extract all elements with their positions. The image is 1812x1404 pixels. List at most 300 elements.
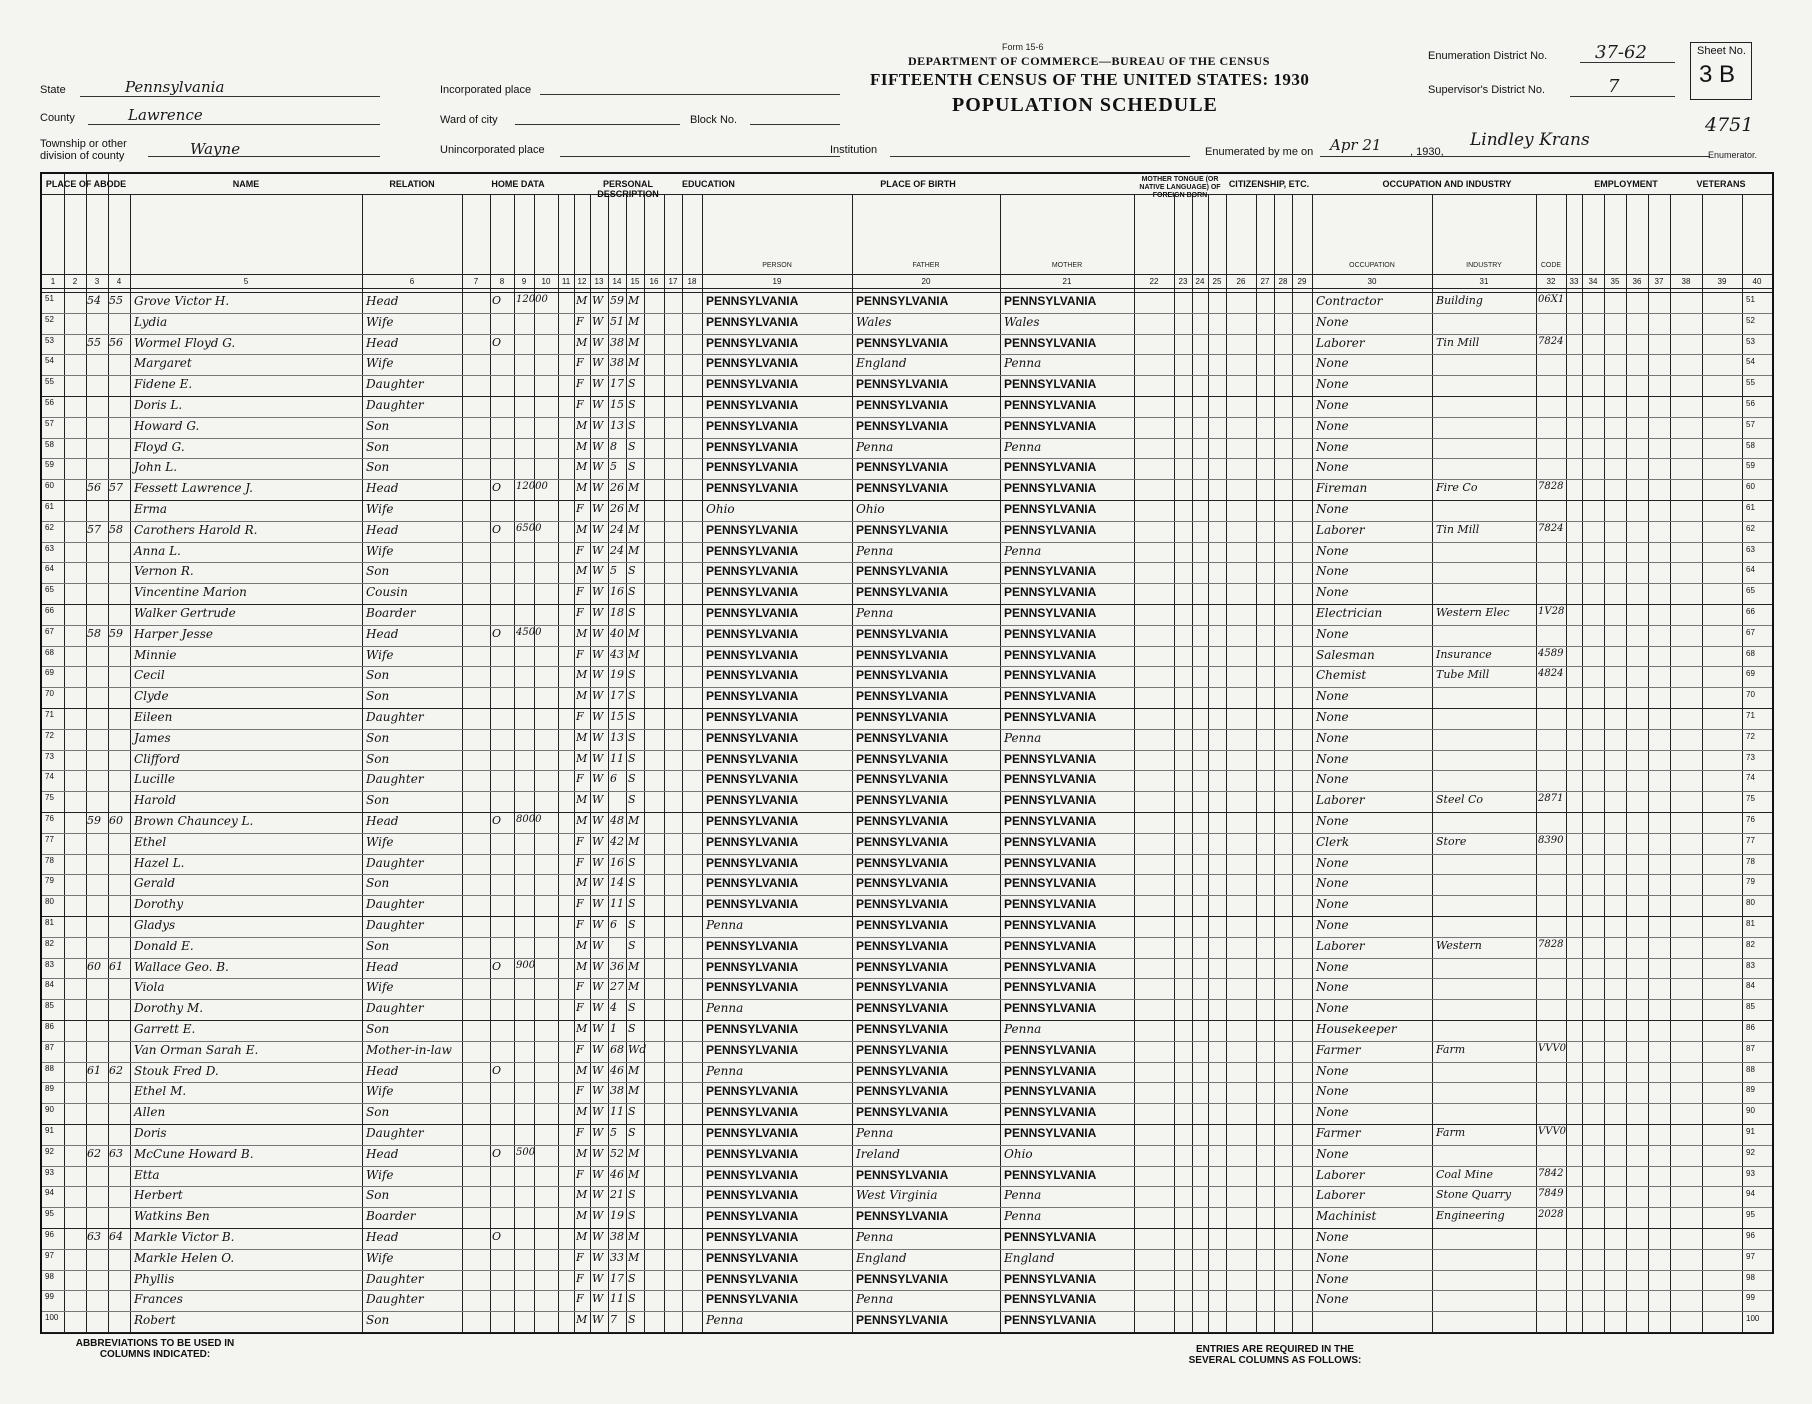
row-72-father: PENNSYLVANIA xyxy=(856,730,949,745)
form-footer xyxy=(40,1334,1770,1394)
state-value: Pennsylvania xyxy=(125,78,225,96)
row-95-fam xyxy=(109,1209,129,1228)
county-value: Lawrence xyxy=(128,106,203,124)
row-74-home xyxy=(492,772,512,791)
row-67-number-right: 67 xyxy=(1746,627,1755,637)
header-birth: PLACE OF BIRTH xyxy=(880,179,956,189)
row-88-home: O xyxy=(492,1063,502,1077)
row-57-rel: Son xyxy=(366,418,390,433)
row-82-ms: S xyxy=(628,938,636,952)
row-87-number-right: 87 xyxy=(1746,1043,1755,1053)
row-100-occ xyxy=(1316,1313,1430,1332)
row-81-fam xyxy=(109,918,129,937)
row-68-ms: M xyxy=(628,647,640,661)
row-57-dw xyxy=(87,419,107,438)
column-number: 27 xyxy=(1260,277,1270,286)
row-61-fam xyxy=(109,502,129,521)
row-63-ms: M xyxy=(628,543,640,557)
row-54-age: 38 xyxy=(610,356,624,370)
row-74-name: Lucille xyxy=(134,772,176,787)
row-90-age: 11 xyxy=(610,1105,624,1119)
row-74-n: 74 xyxy=(45,772,54,782)
row-98-name: Phyllis xyxy=(134,1271,175,1286)
row-68-fam xyxy=(109,648,129,667)
row-62-mother: PENNSYLVANIA xyxy=(1004,522,1097,537)
row-67-home: O xyxy=(492,626,502,640)
row-85-sex: F xyxy=(576,1001,584,1015)
row-79-mother: PENNSYLVANIA xyxy=(1004,876,1097,891)
row-70-code xyxy=(1538,689,1566,708)
row-100-sex: M xyxy=(576,1313,588,1327)
row-73-mother: PENNSYLVANIA xyxy=(1004,751,1097,766)
row-97-sex: F xyxy=(576,1250,584,1264)
row-92-val: 500 xyxy=(516,1146,536,1158)
row-55-home xyxy=(492,377,512,396)
row-83-occ: None xyxy=(1316,959,1349,974)
row-66-race: W xyxy=(592,606,604,619)
row-88-val xyxy=(516,1064,572,1083)
row-58-ind xyxy=(1436,440,1534,459)
row-69-home xyxy=(492,668,512,687)
row-86-val xyxy=(516,1022,572,1041)
row-91-code: VVV0 xyxy=(1538,1126,1567,1137)
row-92-ind xyxy=(1436,1147,1534,1166)
row-66-father: Penna xyxy=(856,606,894,620)
row-66-rel: Boarder xyxy=(366,606,416,620)
row-80-val xyxy=(516,897,572,916)
row-89-age: 38 xyxy=(610,1084,624,1098)
header-home: HOME DATA xyxy=(491,179,545,189)
row-78-sex: F xyxy=(576,855,584,869)
row-100-mother: PENNSYLVANIA xyxy=(1004,1313,1097,1328)
row-96-val xyxy=(516,1230,572,1249)
row-63-born: PENNSYLVANIA xyxy=(706,543,799,558)
row-71-number-right: 71 xyxy=(1746,711,1755,720)
row-53-home: O xyxy=(492,335,502,349)
row-74-occ: None xyxy=(1316,772,1349,787)
row-81-ms: S xyxy=(628,918,636,931)
row-98-val xyxy=(516,1272,572,1291)
row-56-name: Doris L. xyxy=(134,398,183,412)
row-69-fam xyxy=(109,668,129,687)
row-67-father: PENNSYLVANIA xyxy=(856,626,949,641)
row-53-rel: Head xyxy=(366,335,399,350)
row-81-val xyxy=(516,918,572,937)
row-58-ms: S xyxy=(628,439,636,453)
row-82-name: Donald E. xyxy=(134,938,194,953)
header-occupation: OCCUPATION AND INDUSTRY xyxy=(1382,179,1512,189)
row-71-ms: S xyxy=(628,710,636,723)
row-62-rel: Head xyxy=(366,522,399,537)
row-64-fam xyxy=(109,564,129,583)
sd-label: Supervisor's District No. xyxy=(1428,84,1546,96)
row-57-father: PENNSYLVANIA xyxy=(856,418,949,433)
row-84-race: W xyxy=(592,980,604,994)
row-84-number-right: 84 xyxy=(1746,981,1755,991)
row-51-father: PENNSYLVANIA xyxy=(856,294,949,308)
row-68-mother: PENNSYLVANIA xyxy=(1004,647,1097,662)
row-78-ms: S xyxy=(628,855,636,869)
header-citizen: CITIZENSHIP, ETC. xyxy=(1228,179,1310,189)
row-65-ind xyxy=(1436,585,1534,604)
row-53-race: W xyxy=(592,335,604,349)
row-53-mother: PENNSYLVANIA xyxy=(1004,335,1097,350)
row-73-fam xyxy=(109,752,129,771)
row-90-ind xyxy=(1436,1105,1534,1124)
row-58-fam xyxy=(109,440,129,459)
row-87-ms: Wd xyxy=(628,1042,647,1056)
row-83-home: O xyxy=(492,959,502,973)
row-57-fam xyxy=(109,419,129,438)
row-77-occ: Clerk xyxy=(1316,834,1350,849)
row-89-name: Ethel M. xyxy=(134,1084,187,1099)
row-53-dw: 55 xyxy=(87,335,101,349)
row-97-race: W xyxy=(592,1250,604,1264)
column-number: 21 xyxy=(1062,277,1072,286)
row-96-race: W xyxy=(592,1230,604,1243)
row-78-n: 78 xyxy=(45,855,54,865)
row-71-born: PENNSYLVANIA xyxy=(706,710,799,724)
row-77-ms: M xyxy=(628,834,640,848)
row-97-home xyxy=(492,1251,512,1270)
row-72-dw xyxy=(87,731,107,750)
header-employment: EMPLOYMENT xyxy=(1594,179,1658,189)
row-66-age: 18 xyxy=(610,606,624,619)
row-55-dw xyxy=(87,377,107,396)
row-100-fam xyxy=(109,1313,129,1332)
row-87-sex: F xyxy=(576,1042,584,1056)
row-78-born: PENNSYLVANIA xyxy=(706,855,799,870)
row-85-home xyxy=(492,1001,512,1020)
row-60-race: W xyxy=(592,481,604,495)
row-96-sex: M xyxy=(576,1230,588,1243)
row-95-dw xyxy=(87,1209,107,1228)
row-95-mother: Penna xyxy=(1004,1209,1042,1224)
row-92-ms: M xyxy=(628,1146,640,1160)
row-83-ms: M xyxy=(628,959,640,973)
row-69-name: Cecil xyxy=(134,668,165,683)
row-95-occ: Machinist xyxy=(1316,1209,1377,1224)
row-95-race: W xyxy=(592,1209,604,1223)
row-54-home xyxy=(492,356,512,375)
row-74-number-right: 74 xyxy=(1746,773,1755,783)
row-55-rel: Daughter xyxy=(366,377,424,392)
row-52-dw xyxy=(87,315,107,334)
row-84-fam xyxy=(109,980,129,999)
row-73-sex: M xyxy=(576,751,588,765)
row-90-ms: S xyxy=(628,1105,636,1119)
row-63-fam xyxy=(109,544,129,563)
row-71-home xyxy=(492,710,512,729)
row-94-n: 94 xyxy=(45,1188,54,1198)
row-94-number-right: 94 xyxy=(1746,1189,1755,1199)
row-56-born: PENNSYLVANIA xyxy=(706,398,799,412)
row-56-sex: F xyxy=(576,398,584,411)
row-64-sex: M xyxy=(576,564,588,578)
row-58-val xyxy=(516,440,572,459)
row-71-dw xyxy=(87,710,107,729)
row-99-born: PENNSYLVANIA xyxy=(706,1292,799,1307)
row-91-fam xyxy=(109,1126,129,1145)
institution-label: Institution xyxy=(830,144,878,156)
row-63-father: Penna xyxy=(856,543,894,558)
row-89-n: 89 xyxy=(45,1084,54,1094)
row-55-sex: F xyxy=(576,377,584,391)
row-54-ms: M xyxy=(628,356,640,370)
row-80-occ: None xyxy=(1316,897,1349,912)
row-70-occ: None xyxy=(1316,689,1349,704)
row-63-mother: Penna xyxy=(1004,543,1042,558)
row-75-age xyxy=(610,793,626,812)
row-53-code: 7824 xyxy=(1538,335,1564,347)
row-88-sex: M xyxy=(576,1063,588,1077)
row-81-home xyxy=(492,918,512,937)
column-number: 17 xyxy=(668,277,678,286)
row-75-dw xyxy=(87,793,107,812)
row-95-father: PENNSYLVANIA xyxy=(856,1209,949,1224)
row-60-home: O xyxy=(492,481,502,495)
row-97-dw xyxy=(87,1251,107,1270)
row-64-born: PENNSYLVANIA xyxy=(706,564,799,579)
row-91-occ: Farmer xyxy=(1316,1126,1361,1140)
row-92-home: O xyxy=(492,1146,502,1160)
row-65-born: PENNSYLVANIA xyxy=(706,585,799,600)
row-99-name: Frances xyxy=(134,1292,183,1307)
row-76-n: 76 xyxy=(45,814,54,823)
row-80-ms: S xyxy=(628,897,636,911)
row-74-dw xyxy=(87,772,107,791)
column-number: 11 xyxy=(561,277,571,286)
row-98-ind xyxy=(1436,1272,1534,1291)
row-85-race: W xyxy=(592,1001,604,1015)
row-89-sex: F xyxy=(576,1084,584,1098)
row-63-home xyxy=(492,544,512,563)
row-89-ms: M xyxy=(628,1084,640,1098)
row-82-race: W xyxy=(592,938,604,952)
row-70-born: PENNSYLVANIA xyxy=(706,689,799,704)
row-100-age: 7 xyxy=(610,1313,617,1327)
row-55-n: 55 xyxy=(45,377,54,387)
row-56-race: W xyxy=(592,398,604,411)
row-89-ind xyxy=(1436,1084,1534,1103)
row-60-val: 12000 xyxy=(516,481,548,493)
row-92-race: W xyxy=(592,1146,604,1160)
row-72-code xyxy=(1538,731,1566,750)
subheader-person: PERSON xyxy=(762,262,792,269)
row-91-ms: S xyxy=(628,1126,636,1139)
row-54-occ: None xyxy=(1316,356,1349,371)
row-70-home xyxy=(492,689,512,708)
row-53-age: 38 xyxy=(610,335,624,349)
row-74-race: W xyxy=(592,772,604,786)
row-94-home xyxy=(492,1188,512,1207)
row-65-code xyxy=(1538,585,1566,604)
row-92-age: 52 xyxy=(610,1146,624,1160)
row-88-father: PENNSYLVANIA xyxy=(856,1063,949,1078)
column-number: 9 xyxy=(521,277,527,286)
row-65-fam xyxy=(109,585,129,604)
row-58-dw xyxy=(87,440,107,459)
row-72-ind xyxy=(1436,731,1534,750)
row-58-code xyxy=(1538,440,1566,459)
row-53-father: PENNSYLVANIA xyxy=(856,335,949,350)
row-52-mother: Wales xyxy=(1004,314,1040,329)
row-93-dw xyxy=(87,1168,107,1187)
row-91-mother: PENNSYLVANIA xyxy=(1004,1126,1097,1140)
row-65-number-right: 65 xyxy=(1746,586,1755,596)
row-81-n: 81 xyxy=(45,918,54,927)
row-99-code xyxy=(1538,1292,1566,1311)
row-84-ms: M xyxy=(628,980,640,994)
row-70-ind xyxy=(1436,689,1534,708)
row-93-age: 46 xyxy=(610,1167,624,1181)
row-90-number-right: 90 xyxy=(1746,1106,1755,1116)
row-68-val xyxy=(516,648,572,667)
row-69-ms: S xyxy=(628,668,636,682)
row-66-born: PENNSYLVANIA xyxy=(706,606,799,620)
row-89-father: PENNSYLVANIA xyxy=(856,1084,949,1099)
row-69-father: PENNSYLVANIA xyxy=(856,668,949,683)
row-85-name: Dorothy M. xyxy=(134,1001,204,1016)
row-57-mother: PENNSYLVANIA xyxy=(1004,418,1097,433)
row-87-home xyxy=(492,1043,512,1062)
row-80-number-right: 80 xyxy=(1746,898,1755,908)
row-58-home xyxy=(492,440,512,459)
row-75-ind: Steel Co xyxy=(1436,793,1484,807)
row-71-race: W xyxy=(592,710,604,723)
row-94-rel: Son xyxy=(366,1188,390,1203)
column-number: 31 xyxy=(1479,277,1489,286)
row-93-name: Etta xyxy=(134,1167,160,1182)
row-83-n: 83 xyxy=(45,959,54,969)
row-55-val xyxy=(516,377,572,396)
row-98-rel: Daughter xyxy=(366,1271,424,1286)
row-61-val xyxy=(516,502,572,521)
row-95-ind: Engineering xyxy=(1436,1209,1505,1223)
row-99-fam xyxy=(109,1292,129,1311)
row-94-age: 21 xyxy=(610,1188,624,1202)
row-82-rel: Son xyxy=(366,938,390,953)
row-81-occ: None xyxy=(1316,918,1349,932)
row-63-code xyxy=(1538,544,1566,563)
row-56-code xyxy=(1538,398,1566,417)
row-89-home xyxy=(492,1084,512,1103)
row-77-father: PENNSYLVANIA xyxy=(856,834,949,849)
row-73-ind xyxy=(1436,752,1534,771)
row-75-mother: PENNSYLVANIA xyxy=(1004,793,1097,808)
row-76-ind xyxy=(1436,814,1534,833)
row-84-occ: None xyxy=(1316,980,1349,995)
column-number: 36 xyxy=(1632,277,1642,286)
row-96-dw: 63 xyxy=(87,1230,101,1243)
row-52-n: 52 xyxy=(45,314,54,324)
row-55-ind xyxy=(1436,377,1534,396)
incorporated-label: Incorporated place xyxy=(440,84,532,96)
row-78-occ: None xyxy=(1316,855,1349,870)
row-76-ms: M xyxy=(628,814,640,827)
row-64-code xyxy=(1538,564,1566,583)
row-79-name: Gerald xyxy=(134,876,176,891)
row-82-fam xyxy=(109,939,129,958)
row-63-name: Anna L. xyxy=(134,543,181,558)
row-61-ms: M xyxy=(628,502,640,515)
row-59-father: PENNSYLVANIA xyxy=(856,460,949,475)
row-64-mother: PENNSYLVANIA xyxy=(1004,564,1097,579)
row-81-dw xyxy=(87,918,107,937)
row-88-mother: PENNSYLVANIA xyxy=(1004,1063,1097,1078)
row-70-n: 70 xyxy=(45,689,54,699)
row-76-mother: PENNSYLVANIA xyxy=(1004,814,1097,828)
row-75-number-right: 75 xyxy=(1746,794,1755,804)
row-57-name: Howard G. xyxy=(134,418,200,433)
row-64-ms: S xyxy=(628,564,636,578)
row-97-born: PENNSYLVANIA xyxy=(706,1250,799,1265)
row-70-fam xyxy=(109,689,129,708)
row-57-born: PENNSYLVANIA xyxy=(706,418,799,433)
row-77-dw xyxy=(87,835,107,854)
row-67-name: Harper Jesse xyxy=(134,626,214,641)
row-68-home xyxy=(492,648,512,667)
header-tongue: MOTHER TONGUE (OR NATIVE LANGUAGE) OF FOREIGN BORN xyxy=(1139,176,1221,199)
row-83-mother: PENNSYLVANIA xyxy=(1004,959,1097,974)
row-62-code: 7824 xyxy=(1538,522,1564,534)
row-67-n: 67 xyxy=(45,626,54,636)
row-53-ms: M xyxy=(628,335,640,349)
row-79-n: 79 xyxy=(45,876,54,886)
row-65-father: PENNSYLVANIA xyxy=(856,585,949,600)
row-65-mother: PENNSYLVANIA xyxy=(1004,585,1097,600)
row-93-ms: M xyxy=(628,1167,640,1181)
row-100-born: Penna xyxy=(706,1313,744,1328)
enumerator-name: Lindley Krans xyxy=(1470,130,1590,150)
row-59-name: John L. xyxy=(134,460,178,475)
column-number: 1 xyxy=(50,277,56,286)
row-67-ms: M xyxy=(628,626,640,640)
row-73-ms: S xyxy=(628,751,636,765)
row-63-sex: F xyxy=(576,543,584,557)
row-74-father: PENNSYLVANIA xyxy=(856,772,949,787)
header-education: EDUCATION xyxy=(682,179,735,189)
row-51-rel: Head xyxy=(366,294,399,308)
row-88-rel: Head xyxy=(366,1063,399,1078)
row-58-sex: M xyxy=(576,439,588,453)
row-55-name: Fidene E. xyxy=(134,377,193,392)
row-73-home xyxy=(492,752,512,771)
row-58-rel: Son xyxy=(366,439,390,454)
row-87-name: Van Orman Sarah E. xyxy=(134,1042,259,1057)
row-51-number-right: 51 xyxy=(1746,295,1755,304)
row-91-dw xyxy=(87,1126,107,1145)
row-79-fam xyxy=(109,876,129,895)
row-70-rel: Son xyxy=(366,689,390,704)
row-81-number-right: 81 xyxy=(1746,919,1755,928)
row-82-val xyxy=(516,939,572,958)
row-76-rel: Head xyxy=(366,814,399,828)
row-70-val xyxy=(516,689,572,708)
row-71-fam xyxy=(109,710,129,729)
row-100-number-right: 100 xyxy=(1746,1314,1760,1324)
row-79-race: W xyxy=(592,876,604,890)
row-57-race: W xyxy=(592,418,604,432)
row-86-sex: M xyxy=(576,1022,588,1035)
row-93-fam xyxy=(109,1168,129,1187)
row-70-race: W xyxy=(592,689,604,703)
township-value: Wayne xyxy=(190,140,241,158)
row-58-born: PENNSYLVANIA xyxy=(706,439,799,454)
row-58-occ: None xyxy=(1316,439,1349,454)
row-57-code xyxy=(1538,419,1566,438)
row-70-age: 17 xyxy=(610,689,624,703)
